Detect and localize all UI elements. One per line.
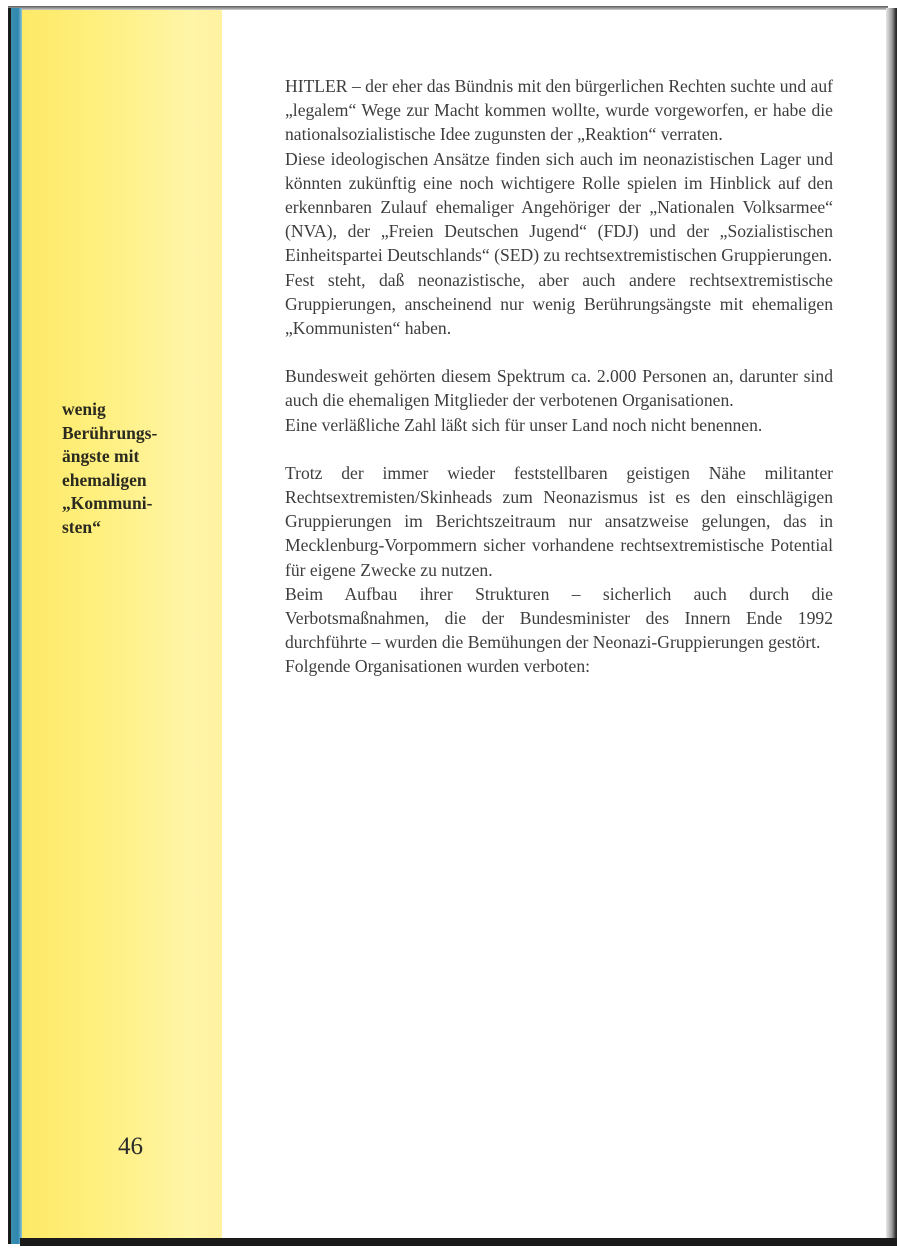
paragraph: HITLER – der eher das Bündnis mit den bürgerlichen Rechten suchte und auf „legalem“ Wege zur Macht kommen wollte, wurde vorgeworfen, er habe die nationalsozialistische Idee zugunsten der „Reaktion“ verraten. bbox=[285, 76, 833, 145]
margin-sidebar bbox=[22, 10, 222, 1238]
page-number: 46 bbox=[118, 1133, 143, 1160]
margin-note: wenig Berührungs- ängste mit ehemaligen „Kommuni- sten“ bbox=[62, 399, 158, 537]
paragraph: Trotz der immer wieder feststellbaren geistigen Nähe militanter Rechtsextremisten/Skinheads zum Neonazismus ist es den einschlägigen Gruppierungen im Berichtszeitraum nur ansatzweise gelungen, das in Mecklenburg-Vorpommern sicher vorhandene rechtsextremistische Potential für eigene Zwecke zu nutzen. bbox=[285, 462, 833, 580]
body-text bbox=[285, 74, 833, 679]
paragraph: Bundesweit gehörten diesem Spektrum ca. 2.000 Personen an, darunter sind auch die ehemaligen Mitglieder der verbotenen Organisationen. bbox=[285, 366, 833, 411]
paragraph: Beim Aufbau ihrer Strukturen – sicherlich auch durch die Verbotsmaßnahmen, die der Bundesminister des Innern Ende 1992 durchführte – wurden die Bemühungen der Neonazi-Gruppierungen gestört. bbox=[285, 583, 833, 653]
page-bottom-edge bbox=[20, 1238, 897, 1246]
page-right-edge bbox=[886, 8, 897, 1246]
paragraph: Diese ideologischen Ansätze finden sich auch im neonazistischen Lager und könnten zukünftig eine noch wichtigere Rolle spielen im Hinblick auf den erkennbaren Zulauf ehemaliger Angehöriger der „Nationalen Volksarmee“ (NVA), der „Freien Deutschen Jugend“ (FDJ) und der „Sozialistischen Einheitspartei Deutschlands“ (SED) zu rechtsextremistischen Gruppierungen. bbox=[285, 148, 833, 266]
page-binding-edge bbox=[8, 8, 22, 1244]
paragraph: Fest steht, daß neonazistische, aber auch andere rechtsextremistische Gruppierungen, anscheinend nur wenig Berührungsängste mit ehemaligen „Kommunisten“ haben. bbox=[285, 269, 833, 339]
paragraph: Eine verläßliche Zahl läßt sich für unser Land noch nicht benennen. bbox=[285, 414, 763, 435]
paragraph: Folgende Organisationen wurden verboten: bbox=[285, 656, 591, 677]
